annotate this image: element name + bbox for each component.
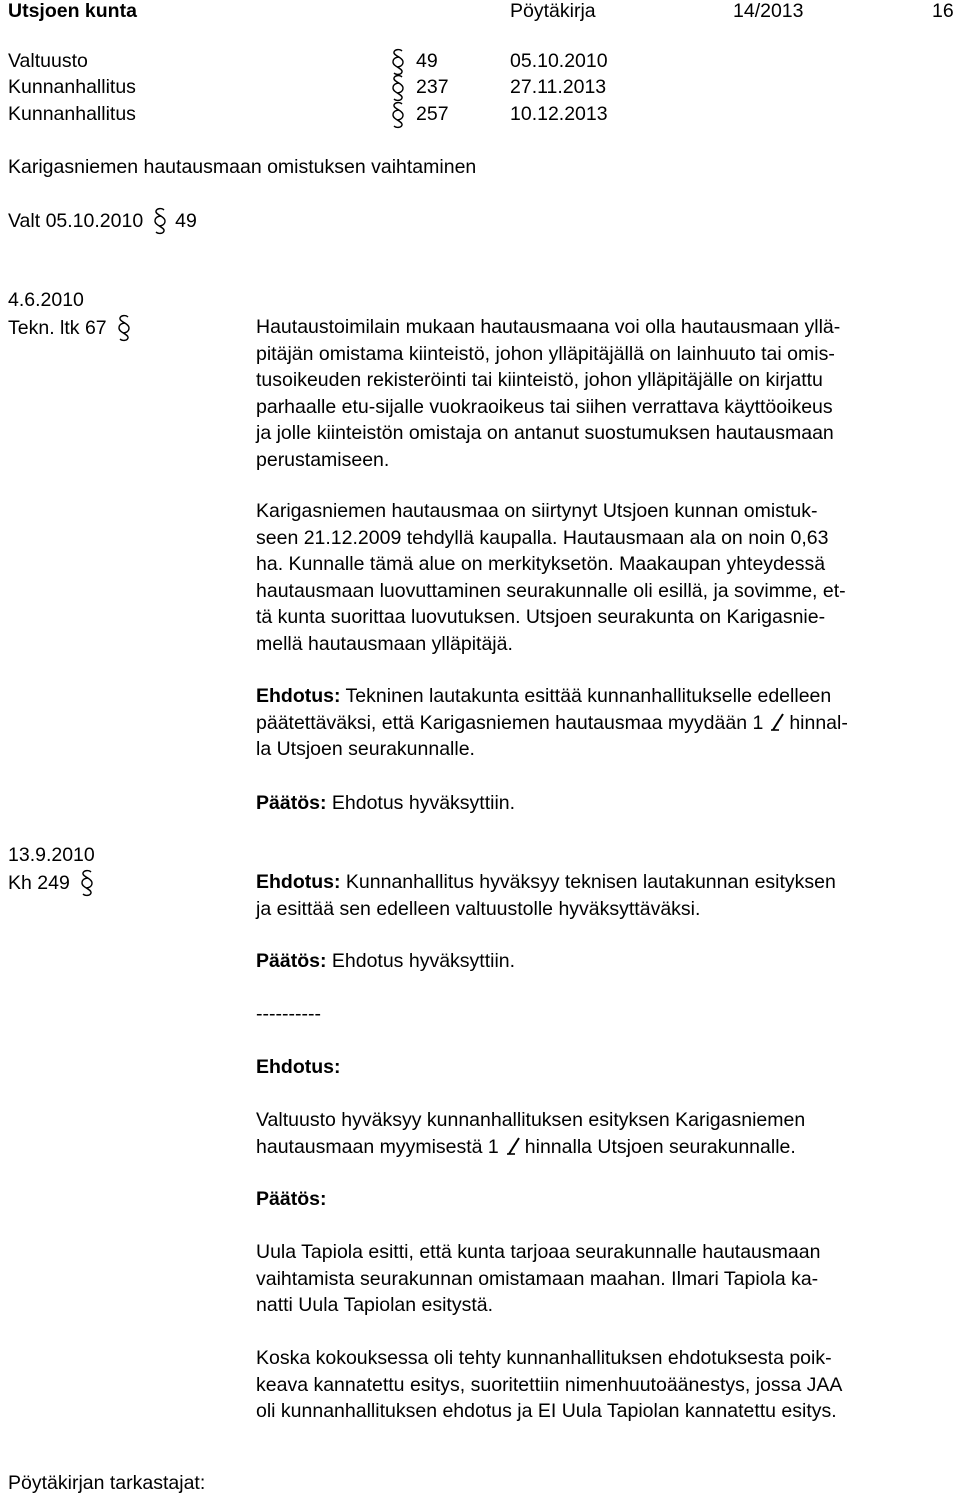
- document-number: 14/2013: [733, 0, 804, 22]
- text-line: Kunnanhallitus hyväksyy teknisen lautakunnan esityksen: [340, 871, 836, 893]
- proposal-kh: [256, 869, 956, 922]
- text-line: oli kunnanhallituksen ehdotus ja EI Uula Tapiolan kannatettu esitys.: [256, 1400, 837, 1422]
- text-line: ja esittää sen edelleen valtuustolle hyväksyttäväksi.: [256, 897, 701, 920]
- decision-text: Ehdotus hyväksyttiin.: [326, 792, 516, 814]
- history-date: 05.10.2010: [510, 50, 608, 72]
- text-line: mellä hautausmaan ylläpitäjä.: [256, 632, 513, 655]
- tekn-reference: [8, 314, 131, 342]
- text-line: natti Uula Tapiolan esitystä.: [256, 1294, 494, 1316]
- history-body: Kunnanhallitus: [8, 76, 136, 98]
- proposal-valtuusto-label-block: [256, 1054, 956, 1081]
- history-body: Valtuusto: [8, 50, 88, 72]
- valt-reference: [8, 207, 197, 235]
- section-sign-icon: [385, 48, 405, 76]
- section-sign-icon: [143, 210, 175, 232]
- decision-kh: [256, 948, 956, 975]
- text-line: hautausmaan myymisestä 1: [256, 1135, 499, 1158]
- proposal-valtuusto: [256, 1107, 956, 1160]
- valt-reference-label: Valt 05.10.2010: [8, 210, 144, 232]
- text-line: Karigasniemen hautausmaa on siirtynyt Utsjoen kunnan omistuk-: [256, 500, 818, 522]
- paragraph-vote: [256, 1345, 956, 1425]
- history-section: 49: [416, 50, 438, 72]
- history-body: Kunnanhallitus: [8, 103, 136, 125]
- text-line: ha. Kunnalle tämä alue on merkityksetön. Maakaupan yhteydessä: [256, 553, 826, 575]
- separator: [256, 1001, 956, 1028]
- text-line: seen 21.12.2009 tehdyllä kaupalla. Hautausmaan ala on noin 0,63: [256, 526, 829, 549]
- proposal-label: Ehdotus:: [256, 871, 341, 893]
- decision-valtuusto: [256, 1186, 956, 1213]
- text-line: Tekninen lautakunta esittää kunnanhallitukselle edelleen: [340, 685, 832, 707]
- text-line: vaihtamista seurakunnan omistamaan maahan. Ilmari Tapiola ka-: [256, 1267, 819, 1290]
- municipality-name: Utsjoen kunta: [8, 0, 137, 22]
- document-type: Pöytäkirja: [510, 0, 596, 22]
- section-sign-icon: [385, 101, 405, 129]
- matter-title: Karigasniemen hautausmaan omistuksen vaihtaminen: [8, 156, 477, 178]
- history-date: 27.11.2013: [510, 76, 607, 98]
- text-line: ja jolle kiinteistön omistaja on antanut suostumuksen hautausmaan: [256, 422, 834, 444]
- text-line: la Utsjoen seurakunnalle.: [256, 738, 475, 760]
- text-line: tusoikeuden rekisteröinti tai kiinteistö, johon ylläpitäjälle on kirjattu: [256, 369, 823, 391]
- page-number: 16: [932, 0, 954, 22]
- kh-date: 13.9.2010: [8, 844, 95, 866]
- text-line: päätettäväksi, että Karigasniemen hautausmaa myydään 1: [256, 711, 764, 734]
- decision-label: Päätös:: [256, 792, 327, 814]
- paragraph-legislation: [256, 314, 956, 473]
- tekn-label: Tekn. ltk 67: [8, 317, 107, 339]
- text-line: parhaalle etu-sijalle vuokraoikeus tai siihen verrattava käyttöoikeus: [256, 395, 833, 418]
- paragraph-background: [256, 498, 956, 657]
- decision-tekn: [256, 790, 956, 817]
- proposal-label: Ehdotus:: [256, 1056, 341, 1078]
- section-sign-icon: [107, 317, 131, 339]
- history-section: 257: [416, 103, 449, 125]
- euro-icon: [763, 712, 789, 734]
- text-line: perustamiseen.: [256, 448, 390, 471]
- decision-text: Ehdotus hyväksyttiin.: [326, 950, 516, 972]
- text-line: Koska kokouksessa oli tehty kunnanhallituksen ehdotuksesta poik-: [256, 1347, 832, 1369]
- text-line: hinnal-: [789, 711, 848, 734]
- text-line: keava kannatettu esitys, suoritettiin nimenhuutoäänestys, jossa JAA: [256, 1373, 843, 1396]
- paragraph-counterproposal: [256, 1239, 956, 1319]
- text-line: hautausmaan luovuttaminen seurakunnalle oli esillä, ja sovimme, et-: [256, 579, 846, 602]
- text-line: Valtuusto hyväksyy kunnanhallituksen esityksen Karigasniemen: [256, 1109, 806, 1131]
- proposal-label: Ehdotus:: [256, 685, 341, 707]
- history-date: 10.12.2013: [510, 103, 608, 125]
- text-line: pitäjän omistama kiinteistö, johon ylläpitäjällä on lainhuuto tai omis-: [256, 342, 835, 365]
- text-line: hinnalla Utsjoen seurakunnalle.: [524, 1135, 796, 1158]
- proposal-tekn: [256, 683, 956, 763]
- separator-text: ----------: [256, 1003, 321, 1025]
- section-sign-icon: [385, 74, 405, 102]
- decision-label: Päätös:: [256, 1188, 327, 1210]
- section-sign-icon: [70, 872, 94, 894]
- text-line: Uula Tapiola esitti, että kunta tarjoaa seurakunnalle hautausmaan: [256, 1241, 821, 1263]
- valt-reference-number: 49: [175, 210, 197, 232]
- text-line: Hautaustoimilain mukaan hautausmaana voi olla hautausmaan yllä-: [256, 316, 841, 338]
- history-section: 237: [416, 76, 449, 98]
- kh-label: Kh 249: [8, 872, 70, 894]
- euro-icon: [499, 1136, 525, 1158]
- text-line: tä kunta suorittaa luovutuksen. Utsjoen seurakunta on Karigasnie-: [256, 606, 826, 628]
- tekn-date: 4.6.2010: [8, 289, 84, 311]
- decision-label: Päätös:: [256, 950, 327, 972]
- kh-reference: [8, 869, 94, 897]
- footer-reviewers-label: Pöytäkirjan tarkastajat:: [8, 1472, 206, 1494]
